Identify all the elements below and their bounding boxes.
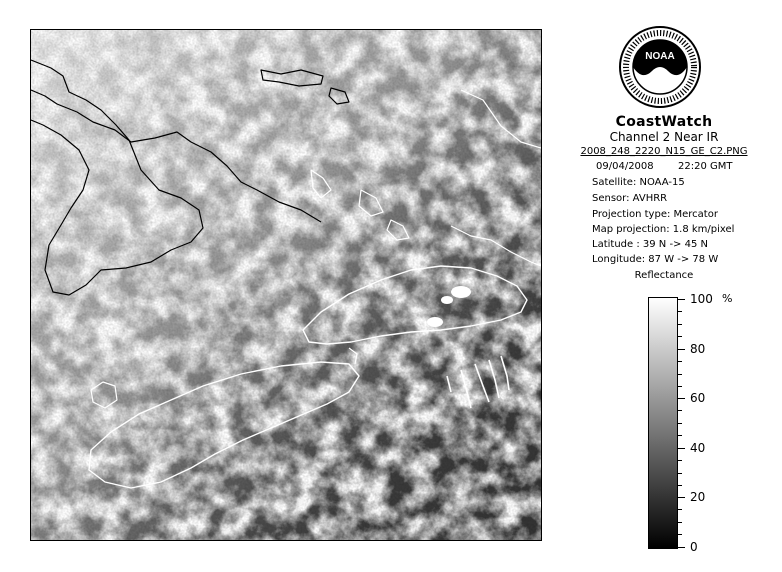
sensor-label: Sensor: AVHRR <box>592 193 668 204</box>
longitude-label: Longitude: 87 W -> 78 W <box>592 254 719 265</box>
colorbar-units: % <box>722 292 733 305</box>
colorbar-tick-label: 60 <box>690 391 706 405</box>
colorbar-minor-tick <box>678 361 682 362</box>
date-label: 09/04/2008 <box>596 161 654 172</box>
colorbar-minor-tick <box>678 374 682 375</box>
colorbar-tick-label: 40 <box>690 441 706 455</box>
colorbar-minor-tick <box>678 485 682 486</box>
colorbar-tick-label: 80 <box>690 342 706 356</box>
colorbar-minor-tick <box>678 410 682 411</box>
colorbar-tick-label: 100 <box>690 292 713 306</box>
noaa-logo-svg <box>618 25 702 109</box>
channel-label: Channel 2 Near IR <box>609 130 719 144</box>
satellite-image <box>30 29 542 541</box>
time-label: 22:20 GMT <box>678 161 733 172</box>
colorbar-title: Reflectance <box>634 270 694 281</box>
colorbar-tick-label: 20 <box>690 490 706 504</box>
colorbar-minor-tick <box>678 522 682 523</box>
colorbar-tick-label: 0 <box>690 540 698 554</box>
colorbar-minor-tick <box>678 324 682 325</box>
colorbar-tick <box>678 497 685 498</box>
colorbar-tick <box>678 349 685 350</box>
map-projection-label: Map projection: 1.8 km/pixel <box>592 224 735 235</box>
colorbar-minor-tick <box>678 473 682 474</box>
colorbar-tick <box>678 299 685 300</box>
colorbar-minor-tick <box>678 423 682 424</box>
colorbar-tick <box>678 547 685 548</box>
colorbar <box>648 297 678 549</box>
image-filename: 2008_248_2220_N15_GE_C2.PNG <box>580 146 748 157</box>
projection-type-label: Projection type: Mercator <box>592 209 718 220</box>
noaa-logo <box>618 25 702 109</box>
colorbar-tick <box>678 448 685 449</box>
colorbar-minor-tick <box>678 534 682 535</box>
colorbar-minor-tick <box>678 336 682 337</box>
colorbar-minor-tick <box>678 460 682 461</box>
grain-texture <box>31 30 541 540</box>
product-title: CoastWatch <box>615 114 713 130</box>
satellite-map-svg <box>31 30 541 540</box>
logo-noaa-text: NOAA <box>645 51 675 62</box>
colorbar-minor-tick <box>678 509 682 510</box>
colorbar-minor-tick <box>678 311 682 312</box>
latitude-label: Latitude : 39 N -> 45 N <box>592 239 708 250</box>
colorbar-minor-tick <box>678 435 682 436</box>
satellite-label: Satellite: NOAA-15 <box>592 177 685 188</box>
colorbar-minor-tick <box>678 386 682 387</box>
colorbar-tick <box>678 398 685 399</box>
